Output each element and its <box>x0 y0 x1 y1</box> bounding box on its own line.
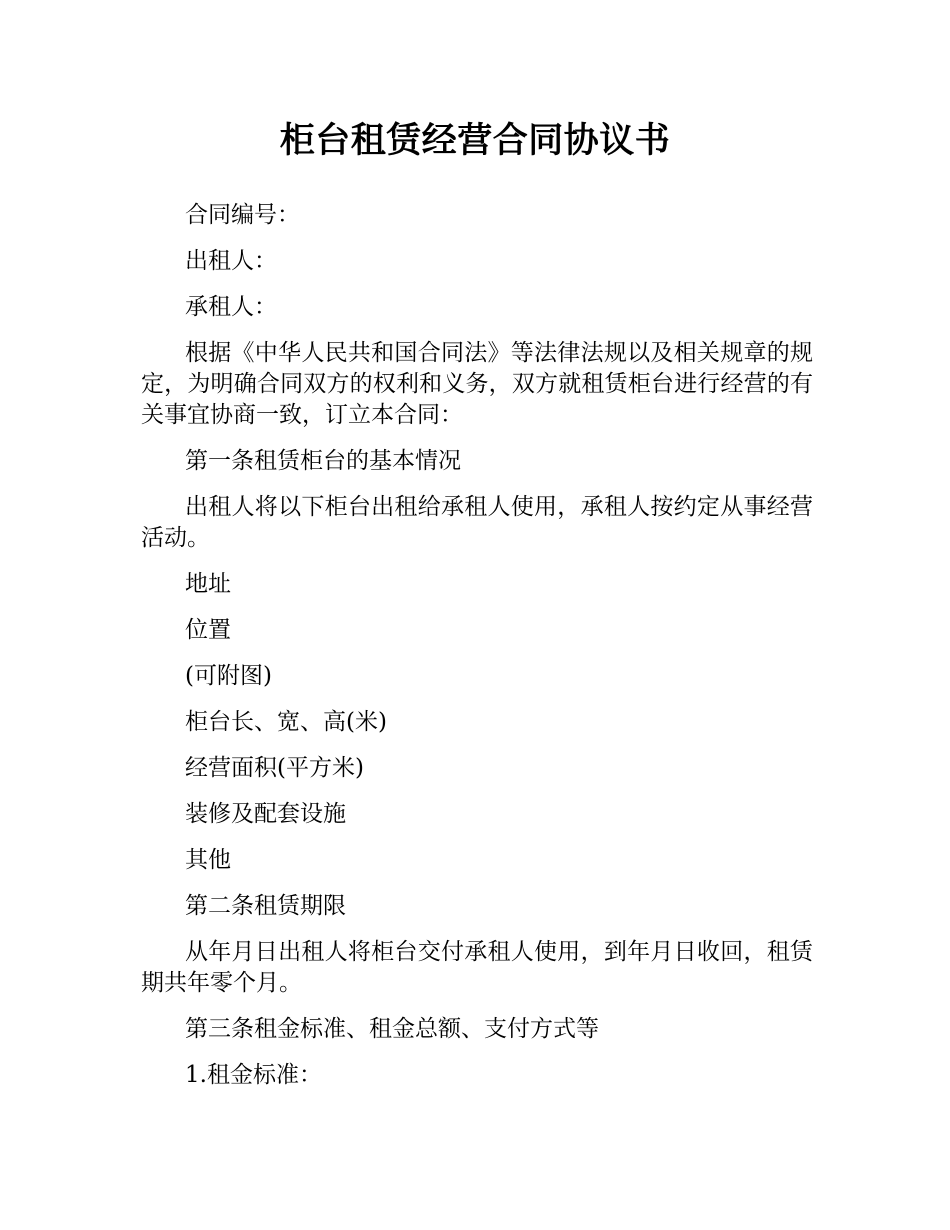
counter-dimensions-line: 柜台长、宽、高(米) <box>185 709 387 735</box>
location-line: 位置 <box>185 617 231 643</box>
contract-number-line: 合同编号： <box>185 202 300 228</box>
article-3-heading: 第三条租金标准、租金总额、支付方式等 <box>185 1016 599 1042</box>
document-title: 柜台租赁经营合同协议书 <box>279 121 671 161</box>
other-line: 其他 <box>185 847 231 873</box>
rent-standard-line: 1.租金标准： <box>185 1062 322 1088</box>
preamble-paragraph: 根据《中华人民共和国合同法》等法律法规以及相关规章的规定，为明确合同双方的权利和义务，双方就租赁柜台进行经营的有关事宜协商一致，订立本合同： <box>141 340 813 428</box>
lessee-line: 承租人： <box>185 294 277 320</box>
document-body <box>141 200 813 1106</box>
address-line: 地址 <box>185 571 231 597</box>
business-area-line: 经营面积(平方米) <box>185 755 364 781</box>
article-2-heading: 第二条租赁期限 <box>185 893 346 919</box>
article-2-paragraph: 从年月日出租人将柜台交付承租人使用，到年月日收回，租赁期共年零个月。 <box>141 939 813 996</box>
article-1-paragraph: 出租人将以下柜台出租给承租人使用，承租人按约定从事经营活动。 <box>141 494 813 551</box>
article-1-heading: 第一条租赁柜台的基本情况 <box>185 448 461 474</box>
lessor-line: 出租人： <box>185 248 277 274</box>
decoration-facilities-line: 装修及配套设施 <box>185 801 346 827</box>
attachment-note-line: (可附图) <box>185 663 272 689</box>
